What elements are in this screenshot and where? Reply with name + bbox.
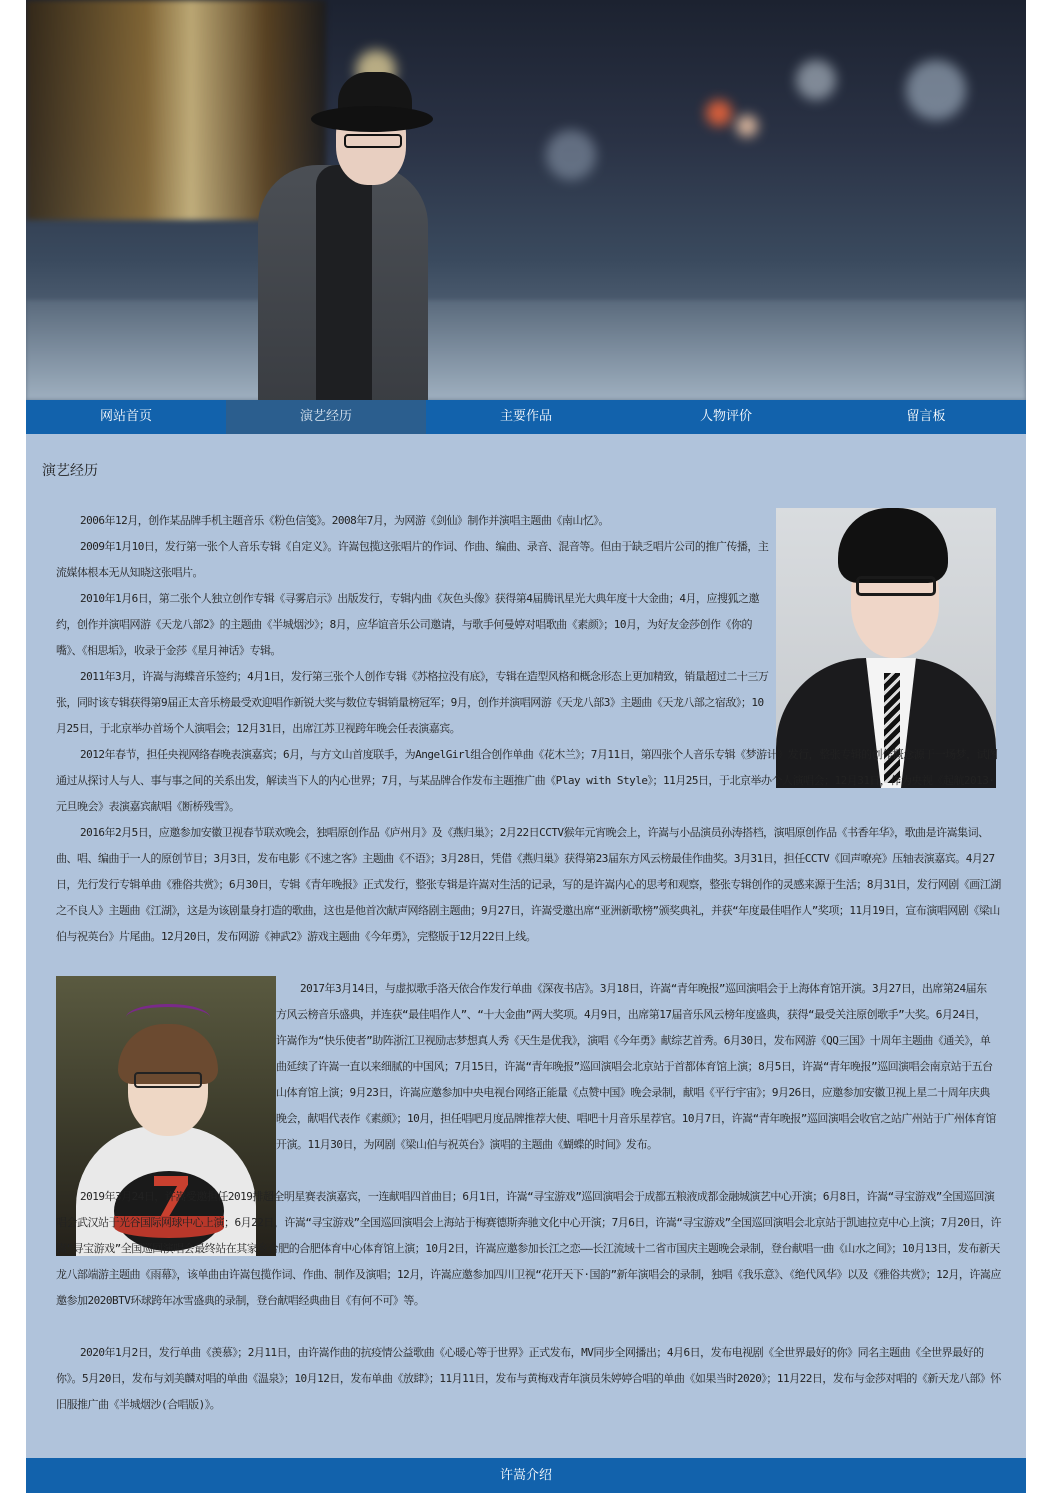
nav-item-home[interactable]: 网站首页 bbox=[99, 409, 152, 424]
paragraph-2016: 2016年2月5日，应邀参加安徽卫视春节联欢晚会，独唱原创作品《庐州月》及《燕归巢》；2月22日CCTV猴年元宵晚会上，许嵩与小品演员孙涛搭档，演唱原创作品《书香年华》，歌曲是许嵩集词、曲、唱、编曲于一人的原创节目；3月3日，发布电影《不速之客》主题曲《不语》；3月28日，凭借《燕归巢》获得第23届东方风云榜最佳作曲奖。3月31日，担任CCTV《回声嘹亮》压轴表演嘉宾。4月27日，先行发行专辑单曲《雅俗共赏》；6月30日，专辑《青年晚报》正式发行，整张专辑是许嵩对生活的记录，写的是许嵩内心的思考和观察，整张专辑创作的灵感来源于生活；8月31日，发行网剧《画江湖之不良人》主题曲《江湖》，这是为该剧量身打造的歌曲，这也是他首次献声网络剧主题曲；9月27日，许嵩受邀出席“亚洲新歌榜”颁奖典礼，并获“年度最佳唱作人”奖项；11月19日，宣布演唱网剧《梁山伯与祝英台》片尾曲。12月20日，发布网游《神武2》游戏主题曲《今年勇》，完整版于12月22日上线。 bbox=[56, 826, 1001, 943]
nav-item-reviews[interactable]: 人物评价 bbox=[699, 409, 752, 424]
paragraph-2020: 2020年1月2日，发行单曲《羡慕》；2月11日，由许嵩作曲的抗疫情公益歌曲《心暖心等于世界》正式发布，MV同步全网播出；4月6日，发布电视剧《全世界最好的你》同名主题曲《全世界最好的你》。5月20日，发布与刘美麟对唱的单曲《温泉》；10月12日，发布单曲《放肆》；11月11日，发布与黄梅戏青年演员朱婷婷合唱的单曲《如果当时2020》；11月22日，发布与金莎对唱的《新天龙八部》怀旧服推广曲《半城烟沙(合唱版)》。 bbox=[56, 1346, 1001, 1411]
nav-item-guestbook[interactable]: 留言板 bbox=[906, 409, 946, 424]
main-nav bbox=[26, 400, 1026, 434]
banner-person-glasses bbox=[344, 134, 402, 148]
banner-person-scarf bbox=[316, 165, 372, 400]
footer-bar: 许嵩介绍 bbox=[26, 1458, 1026, 1493]
banner-image bbox=[26, 0, 1026, 400]
section-title: 演艺经历 bbox=[42, 463, 98, 479]
photo-suit-glasses bbox=[856, 576, 936, 596]
paragraph-2011: 2011年3月，许嵩与海蝶音乐签约；4月1日，发行第三张个人创作专辑《苏格拉没有底》，专辑在造型风格和概念形态上更加精致，销量超过二十三万张，同时该专辑获得第9届正太音乐榜最受欢迎唱作新锐大奖与数位专辑销量榜冠军；9月，创作并演唱网游《天龙八部3》主题曲《天龙八部之宿敌》；10月25日，于北京举办首场个人演唱会；12月31日，出席江苏卫视跨年晚会任表演嘉宾。 bbox=[56, 670, 769, 735]
paragraph-2017: 2017年3月14日，与虚拟歌手洛天依合作发行单曲《深夜书店》。3月18日，许嵩“青年晚报”巡回演唱会于上海体育馆开演。3月27日，出席第24届东方风云榜音乐盛典，并连获“最佳唱作人”、“十大金曲”两大奖项。4月9日，出席第17届音乐风云榜年度盛典，获得“最受关注原创歌手”大奖。6月24日，许嵩作为“快乐使者”助阵浙江卫视励志梦想真人秀《天生是优我》，演唱《今年勇》献综艺首秀。6月30日，发布网游《QQ三国》十周年主题曲《通关》，单曲延续了许嵩一直以来细腻的中国风；7月15日，许嵩“青年晚报”巡回演唱会北京站于首都体育馆上演；8月5日，许嵩“青年晚报”巡回演唱会南京站于五台山体育馆上演；9月23日，许嵩应邀参加中央电视台网络正能量《点赞中国》晚会录制，献唱《平行宇宙》；9月26日，应邀参加安徽卫视上星二十周年庆典晚会，献唱代表作《素颜》；10月，担任唱吧月度品牌推荐大使、唱吧十月音乐星荐官。10月7日，许嵩“青年晚报”巡回演唱会收官之站广州站于广州体育馆开演。11月30日，为网剧《梁山伯与祝英台》演唱的主题曲《蝴蝶的时间》发布。 bbox=[276, 982, 996, 1151]
main-content bbox=[26, 434, 1026, 1458]
paragraph-2009: 2009年1月10日，发行第一张个人音乐专辑《自定义》。许嵩包揽这张唱片的作词、作曲、编曲、录音、混音等。但由于缺乏唱片公司的推广传播，主流媒体根本无从知晓这张唱片。 bbox=[56, 540, 769, 579]
nav-item-works[interactable]: 主要作品 bbox=[499, 409, 552, 424]
banner-person-hat-brim bbox=[311, 106, 433, 132]
banner-street bbox=[26, 300, 1026, 400]
paragraph-2010: 2010年1月6日，第二张个人独立创作专辑《寻雾启示》出版发行，专辑内曲《灰色头像》获得第4届腾讯星光大典年度十大金曲；4月，应搜狐之邀约，创作并演唱网游《天龙八部2》的主题曲《半城烟沙》；8月，应华谊音乐公司邀请，与歌手何曼婷对唱歌曲《素颜》；10月，为好友金莎创作《你的嘴》、《相思垢》，收录于金莎《星月神话》专辑。 bbox=[56, 592, 759, 657]
photo-birthday-headband bbox=[126, 1004, 210, 1031]
paragraph-2006: 2006年12月，创作某品牌手机主题音乐《粉色信笺》。2008年7月，为网游《剑仙》制作并演唱主题曲《南山忆》。 bbox=[80, 514, 609, 527]
photo-suit-hair bbox=[838, 508, 948, 583]
page bbox=[26, 0, 1026, 1493]
paragraph-2012: 2012年春节，担任央视网络春晚表演嘉宾；6月，与方文山首度联手，为AngelGirl组合创作单曲《花木兰》；7月11日，第四张个人音乐专辑《梦游计》发行，整张专辑的创作概念源于一场梦，试图通过从探讨人与人、事与事之间的关系出发，解读当下人的内心世界；7月，与某品牌合作发布主题推广曲《Play with Style》；11月25日，于北京举办个人演唱会；12月31日，作为央视《起航2013·元旦晚会》表演嘉宾献唱《断桥残雪》。 bbox=[56, 748, 998, 813]
nav-item-career[interactable]: 演艺经历 bbox=[226, 400, 426, 434]
photo-birthday-glasses bbox=[134, 1072, 202, 1088]
paragraph-2019: 2019年3月24日，许嵩受邀担任2019排超全明星赛表演嘉宾，一连献唱四首曲目；6月1日，许嵩“寻宝游戏”巡回演唱会于成都五粮液成都金融城演艺中心开演；6月8日，许嵩“寻宝游戏”全国巡回演唱会武汉站于光谷国际网球中心上演；6月22日，许嵩“寻宝游戏”全国巡回演唱会上海站于梅赛德斯奔驰文化中心开演；7月6日，许嵩“寻宝游戏”全国巡回演唱会北京站于凯迪拉克中心上演；7月20日，许嵩“寻宝游戏”全国巡回演唱会最终站在其家乡合肥的合肥体育中心体育馆上演；10月2日，许嵩应邀参加长江之恋——长江流域十二省市国庆主题晚会录制，登台献唱一曲《山水之间》；10月13日，发布新天龙八部端游主题曲《雨幕》，该单曲由许嵩包揽作词、作曲、制作及演唱；12月，许嵩应邀参加四川卫视“花开天下·国韵”新年演唱会的录制，独唱《我乐意》、《绝代风华》以及《雅俗共赏》；12月，许嵩应邀参加2020BTV环球跨年冰雪盛典的录制，登台献唱经典曲目《有何不可》等。 bbox=[56, 1190, 1001, 1307]
